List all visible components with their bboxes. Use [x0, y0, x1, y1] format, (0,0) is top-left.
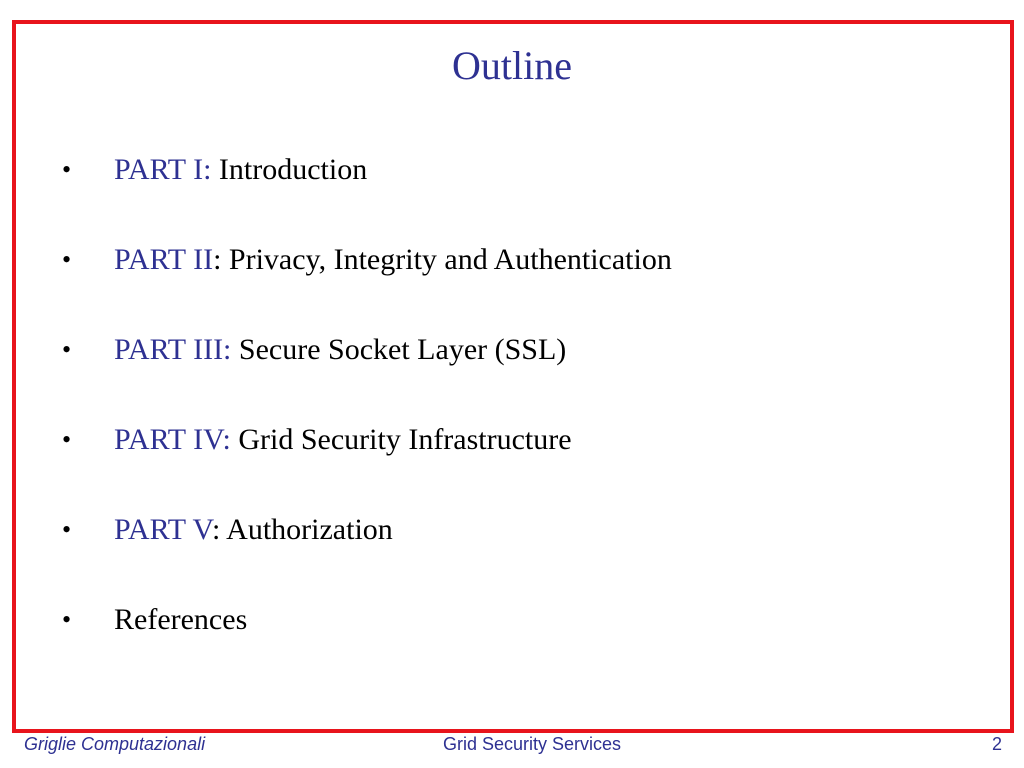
footer-page-number: 2: [991, 734, 1002, 754]
part-title: : Privacy, Integrity and Authentication: [213, 243, 672, 276]
bullet-icon: •: [62, 155, 72, 184]
list-item-text: [114, 240, 672, 280]
list-item-text: [114, 420, 572, 460]
part-label: PART V: [114, 513, 212, 546]
part-title: Grid Security Infrastructure: [230, 423, 572, 456]
list-item-text: [114, 150, 367, 190]
part-title: : Authorization: [211, 513, 393, 546]
list-item-text: [114, 600, 247, 640]
part-label: PART II: [114, 243, 214, 276]
footer-course-name: Griglie Computazionali: [24, 734, 206, 754]
part-label: PART IV:: [114, 423, 231, 456]
bullet-icon: •: [62, 335, 72, 364]
bullet-icon: •: [62, 245, 72, 274]
part-label: PART III:: [114, 333, 232, 366]
part-title: Secure Socket Layer (SSL): [231, 333, 567, 366]
bullet-icon: •: [62, 425, 72, 454]
part-label: PART I:: [114, 153, 212, 186]
footer-lecture-title: Grid Security Services: [442, 734, 622, 754]
list-item-text: [114, 330, 566, 370]
slide-title: Outline: [452, 43, 572, 88]
list-item-text: [114, 510, 393, 550]
part-title: References: [114, 603, 248, 636]
bullet-icon: •: [62, 515, 72, 544]
bullet-icon: •: [62, 605, 72, 634]
part-title: Introduction: [211, 153, 368, 186]
